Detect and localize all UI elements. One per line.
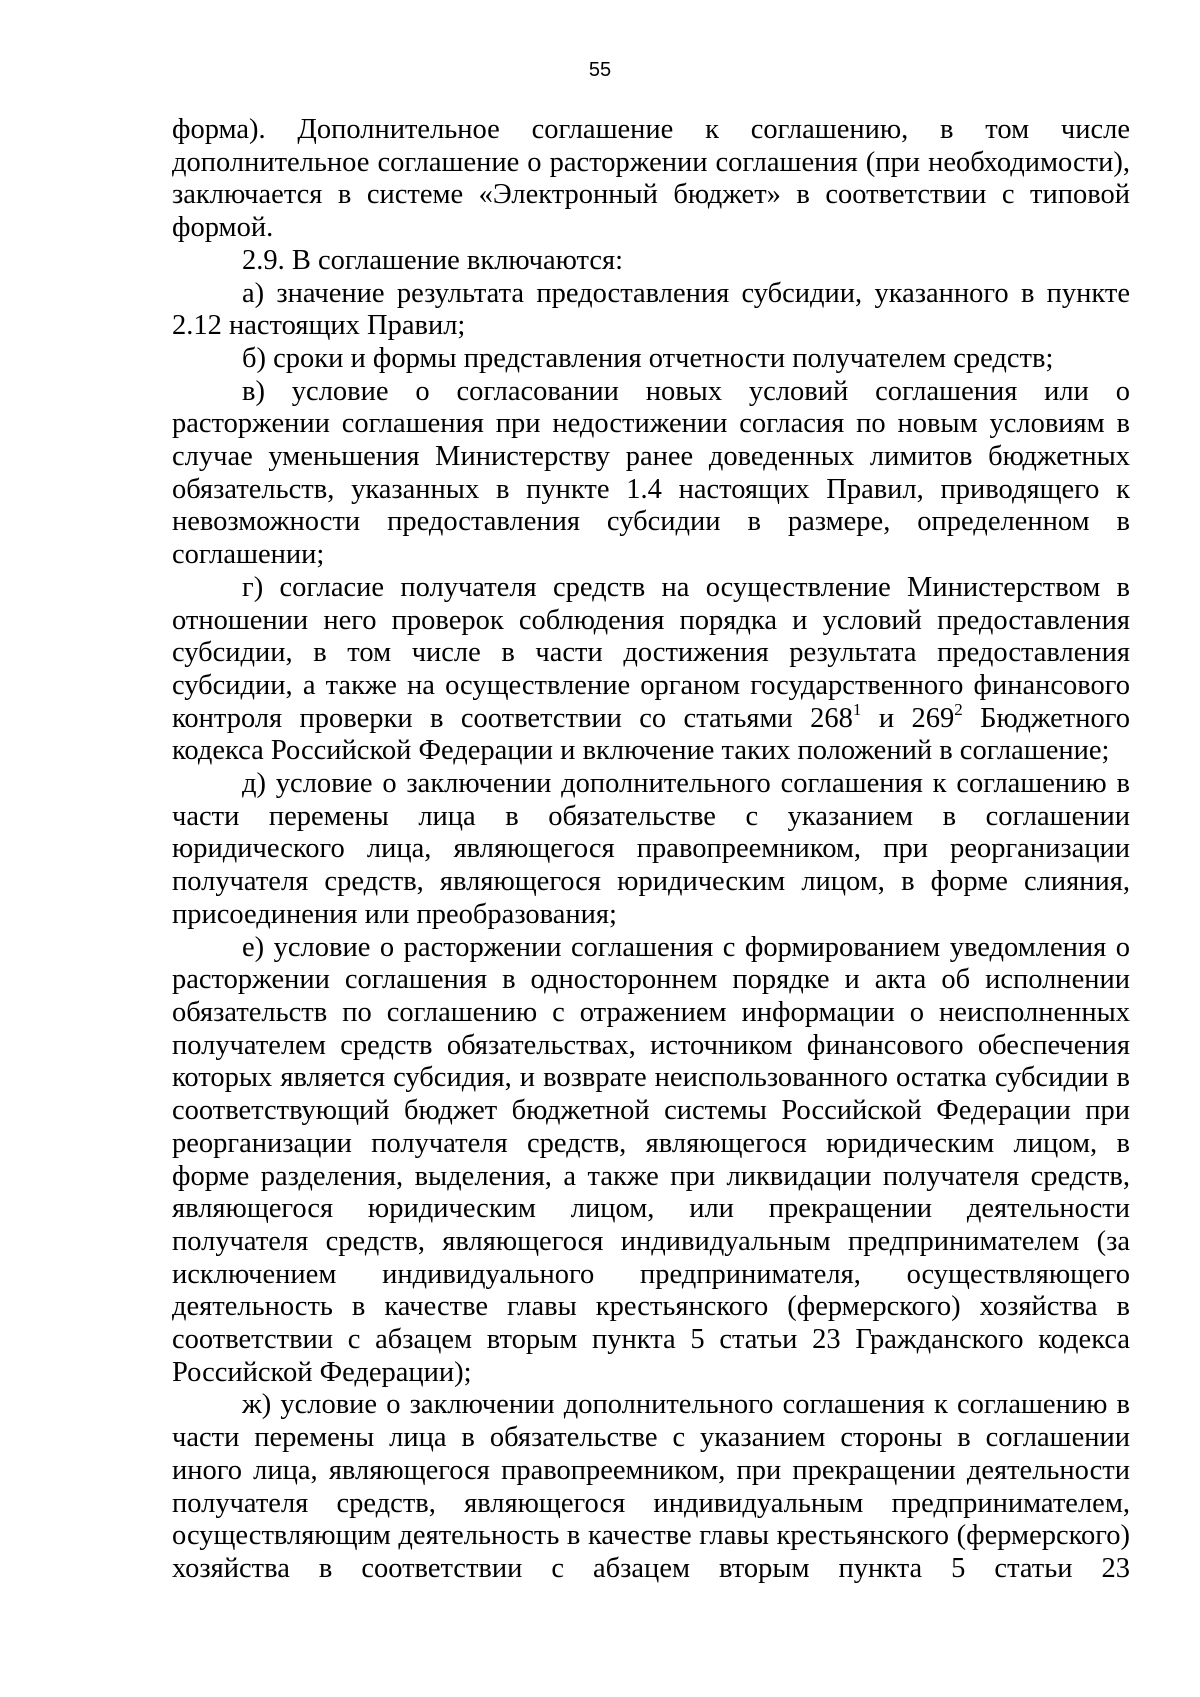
paragraph-form-continuation: форма). Дополнительное соглашение к соглашению, в том числе дополнительное соглашение о расторжении соглашения (при необходимости), заключается в системе «Электронный бюджет» в соответствии с типовой формой. (172, 114, 1130, 244)
superscript-2: 2 (954, 699, 963, 719)
superscript-1: 1 (852, 699, 862, 719)
paragraph-item-d: д) условие о заключении дополнительного соглашения к соглашению в части перемены лица в обязательстве с указанием в соглашении юридического лица, являющегося правопреемником, при реорганизации получателя средств, являющегося юридическим лицом, в форме слияния, присоединения или преобразования; (172, 768, 1130, 930)
paragraph-item-b: б) сроки и формы представления отчетности получателем средств; (242, 342, 1054, 374)
paragraph-item-v: в) условие о согласовании новых условий соглашения или о расторжении соглашения при недостижении согласия по новым условиям в случае уменьшения Министерству ранее доведенных лимитов бюджетных обязательств, указанных в пункте 1.4 настоящих Правил, приводящего к невозможности предоставления субсидии в размере, определенном в соглашении; (172, 375, 1130, 571)
paragraph-item-g (172, 572, 1130, 768)
document-body (172, 114, 1130, 1586)
item-g-text-end: Бюджетного кодекса Российской Федерации и включение таких положений в соглашение; (172, 702, 1130, 767)
paragraph-item-zh: ж) условие о заключении дополнительного соглашения к соглашению в части перемены лица в обязательстве с указанием стороны в соглашении иного лица, являющегося правопреемником, при прекращении деятельности получателя средств, являющегося индивидуальным предпринимателем, осуществляющим деятельность в качестве главы крестьянского (фермерского) хозяйства в соответствии с абзацем вторым пункта 5 статьи 23 (172, 1389, 1130, 1584)
paragraph-section-2-9: 2.9. В соглашение включаются: (242, 244, 624, 276)
item-g-text-start: г) согласие получателя средств на осуществление Министерством в отношении него проверок соблюдения порядка и условий предоставления субсидии, в том числе в части достижения результата предоставления субсидии, а также на осуществление органом государственного финансового контроля проверки в соответствии со статьями 268 (172, 571, 1130, 734)
page-number: 55 (588, 59, 612, 81)
paragraph-item-a: а) значение результата предоставления субсидии, указанного в пункте 2.12 настоящих Правил; (172, 277, 1130, 342)
item-g-text-middle: и 269 (861, 702, 955, 734)
paragraph-item-e: е) условие о расторжении соглашения с формированием уведомления о расторжении соглашения в одностороннем порядке и акта об исполнении обязательств по соглашению с отражением информации о неисполненных получателем средств обязательствах, источником финансового обеспечения которых является субсидия, и возврате неиспользованного остатка субсидии в соответствующий бюджет бюджетной системы Российской Федерации при реорганизации получателя средств, являющегося юридическим лицом, в форме разделения, выделения, а также при ликвидации получателя средств, являющегося юридическим лицом, или прекращении деятельности получателя средств, являющегося индивидуальным предпринимателем (за исключением индивидуального предпринимателя, осуществляющего деятельность в качестве главы крестьянского (фермерского) хозяйства в соответствии с абзацем вторым пункта 5 статьи 23 Гражданского кодекса Российской Федерации); (172, 931, 1130, 1388)
